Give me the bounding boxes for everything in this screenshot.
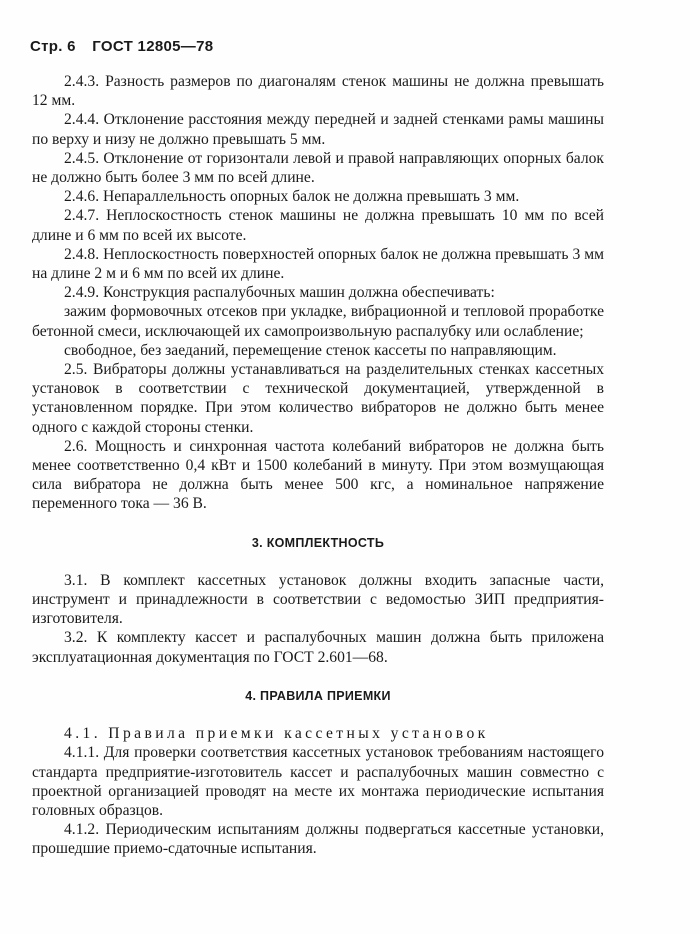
subsection-4-1-title: 4.1. Правила приемки кассетных установок [64,725,489,743]
paragraph-2-4-4: 2.4.4. Отклонение расстояния между передней и задней стенками рамы машины по верху и низу не должно превышать 5 мм. [32,111,604,148]
paragraph-4-1-1: 4.1.1. Для проверки соответствия кассетных установок требованиям настоящего стандарта предприятие-изготовитель кассет и распалубочных машин совместно с проектной организацией проводят на месте их монтажа периодические испытания головных образцов. [32,744,604,819]
paragraph-2-4-9-item-2: свободное, без заеданий, перемещение стенок кассеты по направляющим. [64,341,557,359]
section-3-heading: 3. КОМПЛЕКТНОСТЬ [251,535,385,550]
paragraph-3-2: 3.2. К комплекту кассет и распалубочных машин должна быть приложена эксплуатационная документация по ГОСТ 2.601—68. [32,629,604,666]
page-number: Стр. 6 [30,38,76,55]
paragraph-2-4-6: 2.4.6. Непараллельность опорных балок не должна превышать 3 мм. [64,188,520,206]
section-4-heading: 4. ПРАВИЛА ПРИЕМКИ [245,688,391,703]
page-header [30,38,213,55]
paragraph-4-1-2: 4.1.2. Периодическим испытаниям должны подвергаться кассетные установки, прошедшие приемо-сдаточные испытания. [32,821,604,858]
paragraph-3-1: 3.1. В комплект кассетных установок должны входить запасные части, инструмент и принадлежности в соответствии с ведомостью ЗИП предприятия-изготовителя. [32,571,604,628]
paragraph-2-4-9-item-1: зажим формовочных отсеков при укладке, вибрационной и тепловой проработке бетонной смеси, исключающей их самопроизвольную распалубку или ослабление; [32,303,604,340]
paragraph-2-4-9: 2.4.9. Конструкция распалубочных машин должна обеспечивать: [64,284,495,302]
standard-code: ГОСТ 12805—78 [92,38,214,55]
paragraph-2-6: 2.6. Мощность и синхронная частота колебаний вибраторов не должна быть менее соответственно 0,4 кВт и 1500 колебаний в минуту. При этом возмущающая сила вибратора не должна быть менее 500 кгс, а номинальное напряжение переменного тока — 36 В. [32,437,604,513]
paragraph-2-4-7: 2.4.7. Неплоскостность стенок машины не должна превышать 10 мм по всей длине и 6 мм по всей их высоте. [32,207,604,244]
paragraph-2-4-3: 2.4.3. Разность размеров по диагоналям стенок машины не должна превышать 12 мм. [32,73,604,110]
paragraph-2-4-8: 2.4.8. Неплоскостность поверхностей опорных балок не должна превышать 3 мм на длине 2 м и 6 мм по всей их длине. [32,245,604,283]
paragraph-2-4-5: 2.4.5. Отклонение от горизонтали левой и правой направляющих опорных балок не должно быть более 3 мм по всей длине. [32,149,604,187]
document-body [32,72,604,859]
paragraph-2-5: 2.5. Вибраторы должны устанавливаться на разделительных стенках кассетных установок в соответствии с технической документацией, утвержденной в установленном порядке. При этом количество вибраторов не должно быть менее одного с каждой стороны стенки. [32,361,604,436]
